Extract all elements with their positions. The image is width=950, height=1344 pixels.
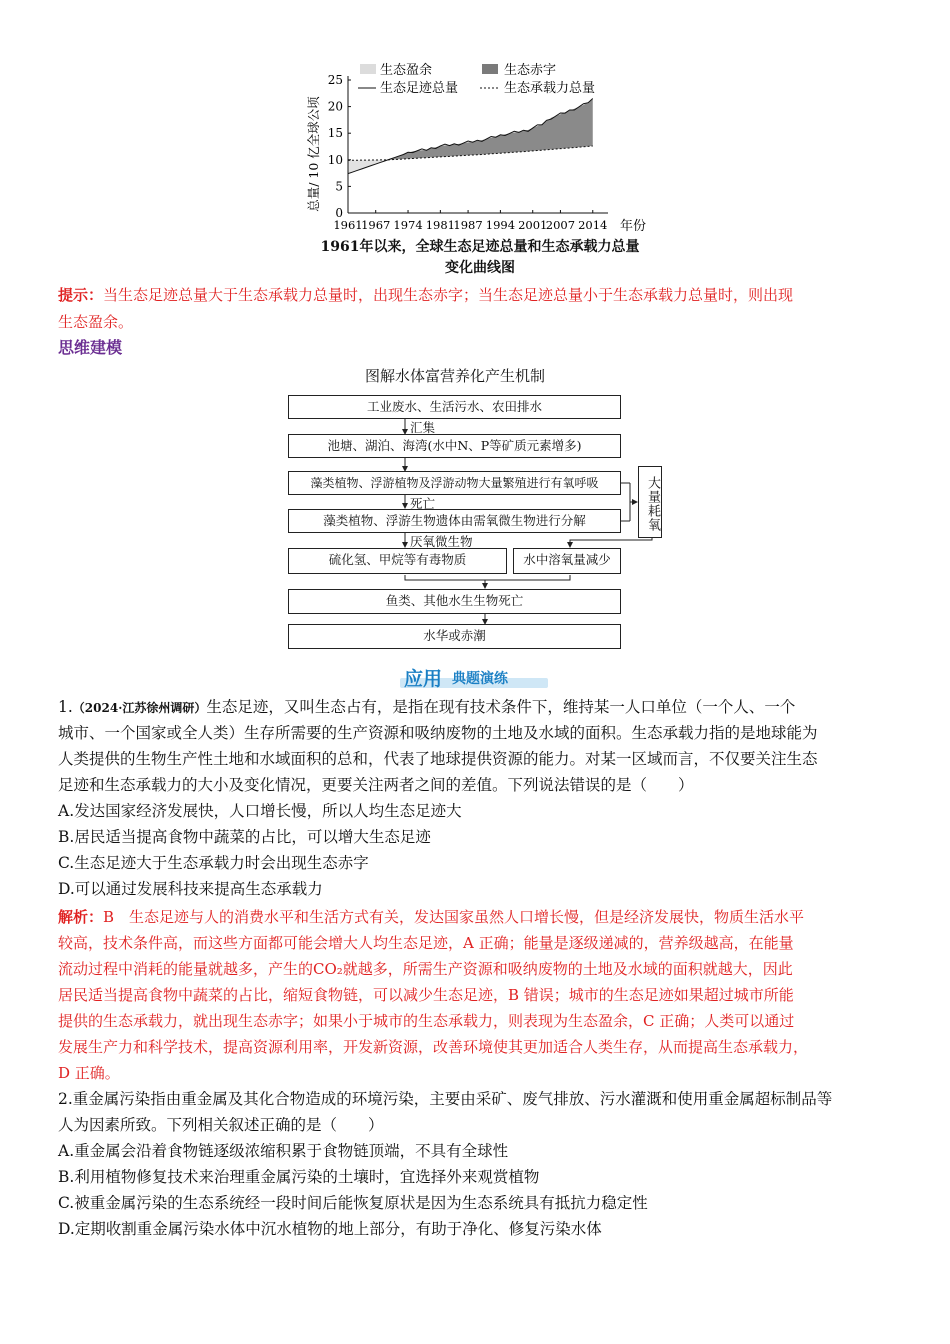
flow-label-gather: 汇集 <box>410 420 436 435</box>
merge-left <box>405 575 485 580</box>
q1-option-c: C.生态足迹大于生态承载力时会出现生态赤字 <box>58 854 369 872</box>
x-tick-label: 1994 <box>485 218 516 232</box>
flow-box-toxic: 硫化氢、甲烷等有毒物质 <box>288 548 507 574</box>
x-tick-label: 1987 <box>453 218 483 232</box>
y-tick-label: 10 <box>327 152 343 167</box>
q2-option-c: C.被重金属污染的生态系统经一段时间后能恢复原状是因为生态系统具有抵抗力稳定性 <box>58 1194 648 1212</box>
flow-box-bloom: 水华或赤潮 <box>288 624 621 649</box>
y-tick-label: 0 <box>335 206 343 220</box>
q2-option-a: A.重金属会沿着食物链逐级浓缩积累于食物链顶端，不具有全球性 <box>58 1142 509 1160</box>
legend-label-capacity: 生态承载力总量 <box>504 81 596 96</box>
x-tick-label: 2007 <box>545 218 576 232</box>
q2-stem-line-1: 2.重金属污染指由重金属及其化合物造成的环境污染，主要由采矿、废气排放、污水灌溉和使用重金属超标制品等 <box>58 1090 833 1108</box>
x-tick-label: 1967 <box>361 218 391 232</box>
y-tick-label: 5 <box>335 179 343 194</box>
y-tick-label: 25 <box>327 73 343 87</box>
q1-analysis-line-3: 流动过程中消耗的能量就越多，产生的CO₂就越多，所需生产资源和吸纳废物的土地及水域的面积就越大，因此 <box>58 960 793 978</box>
q1-stem-line-3: 人类提供的生物生产性土地和水域面积的总和，代表了地球提供资源的能力。对某一区域而言，不仅要关注生态 <box>58 750 818 768</box>
q2-stem-line-2: 人为因素所致。下列相关叙述正确的是（ ） <box>58 1116 384 1134</box>
y-axis-label: 总量/ 10 亿全球公顷 <box>306 96 321 212</box>
section-title-sub: 典题演练 <box>452 671 508 687</box>
q1-analysis-line-7: D 正确。 <box>58 1064 120 1082</box>
y-tick-label: 15 <box>327 126 343 141</box>
hint-label: 提示： <box>58 286 104 304</box>
legend-swatch-surplus <box>360 64 376 74</box>
flow-box-algae: 藻类植物、浮游植物及浮游动物大量繁殖进行有氧呼吸 <box>288 471 621 495</box>
hint-line-1 <box>58 284 793 306</box>
q1-stem-text-1: 生态足迹，又叫生态占有，是指在现有技术条件下，维持某一人口单位（一个人、一个 <box>206 698 796 716</box>
deficit-area <box>390 99 593 160</box>
flow-title: 图解水体富营养化产生机制 <box>364 367 545 385</box>
legend-swatch-deficit <box>482 64 498 74</box>
x-tick-label: 2001 <box>518 218 548 232</box>
flow-box-water: 池塘、湖泊、海湾(水中N、P等矿质元素增多) <box>288 434 621 458</box>
hint-line-2: 生态盈余。 <box>58 313 134 331</box>
chart-caption-line2: 变化曲线图 <box>445 260 515 276</box>
x-tick-label: 1974 <box>393 218 423 232</box>
chart-caption-line1: 1961年以来，全球生态足迹总量和生态承载力总量 <box>320 239 640 255</box>
flow-box-fish-death: 鱼类、其他水生生物死亡 <box>288 589 621 614</box>
merge-right <box>485 575 570 580</box>
q1-analysis-text-1: B 生态足迹与人的消费水平和生活方式有关，发达国家虽然人口增长慢，但是经济发展快，物质生活水平 <box>103 908 805 926</box>
q1-analysis-line-2: 较高，技术条件高，而这些方面都可能会增大人均生态足迹，A 正确；能量是逐级递减的，营养级越高，在能量 <box>58 934 794 952</box>
q1-stem-line-4: 足迹和生态承载力的大小及变化情况，更要关注两者之间的差值。下列说法错误的是（ ） <box>58 776 694 794</box>
plot-area <box>328 73 608 232</box>
arrow-oxygen-to-do <box>570 537 652 547</box>
q1-analysis-line-5: 提供的生态承载力，就出现生态赤字；如果小于城市的生态承载力，则表现为生态盈余，C 正确；人类可以通过 <box>58 1012 795 1030</box>
modeling-heading: 思维建模 <box>58 338 123 357</box>
q1-analysis-line-6: 发展生产力和科学技术，提高资源利用率，开发新资源，改善环境使其更加适合人类生存，从而提高生态承载力， <box>58 1038 809 1056</box>
hint-text-1: 当生态足迹总量大于生态承载力总量时，出现生态赤字；当生态足迹总量小于生态承载力总量时，则出现 <box>103 286 794 304</box>
legend-label-surplus: 生态盈余 <box>380 63 433 78</box>
q1-analysis-line-1 <box>58 906 804 928</box>
flow-box-oxygen-decrease: 水中溶氧量减少 <box>513 548 621 574</box>
q1-source: （2024·江苏徐州调研） <box>72 701 207 715</box>
legend-label-deficit: 生态赤字 <box>504 63 557 78</box>
q1-option-b: B.居民适当提高食物中蔬菜的占比，可以增大生态足迹 <box>58 828 431 846</box>
flow-box-decompose: 藻类植物、浮游生物遗体由需氧微生物进行分解 <box>288 509 621 533</box>
y-tick-label: 20 <box>327 99 343 114</box>
q1-analysis-line-4: 居民适当提高食物中蔬菜的占比，缩短食物链，可以减少生态足迹，B 错误；城市的生态足迹如果超过城市所能 <box>58 986 794 1004</box>
x-tick-label: 1961 <box>333 218 363 232</box>
q1-stem-line-2: 城市、一个国家或全人类）生存所需要的生产资源和吸纳废物的土地及水域的面积。生态承载力指的是地球能为 <box>58 724 818 742</box>
x-tick-label: 2014 <box>578 218 608 232</box>
legend-label-footprint: 生态足迹总量 <box>380 81 459 96</box>
x-axis-label: 年份 <box>620 219 647 234</box>
q1-analysis-label: 解析： <box>58 908 104 926</box>
q1-option-d: D.可以通过发展科技来提高生态承载力 <box>58 880 323 898</box>
q1-stem-line-1 <box>58 696 795 719</box>
q1-option-a: A.发达国家经济发展快，人口增长慢，所以人均生态足迹大 <box>58 802 462 820</box>
q2-option-b: B.利用植物修复技术来治理重金属污染的土壤时，宜选择外来观赏植物 <box>58 1168 540 1186</box>
flow-label-anaerobic: 厌氧微生物 <box>410 534 473 549</box>
q2-option-d: D.定期收割重金属污染水体中沉水植物的地上部分，有助于净化、修复污染水体 <box>58 1220 602 1238</box>
flow-label-death: 死亡 <box>410 496 436 511</box>
flow-box-sources: 工业废水、生活污水、农田排水 <box>288 395 621 419</box>
section-title-main: 应用 <box>404 668 443 690</box>
q1-number: 1. <box>58 698 73 716</box>
x-tick-label: 1981 <box>425 218 456 232</box>
flow-box-oxygen-consumption: 大量耗氧 <box>638 466 662 538</box>
